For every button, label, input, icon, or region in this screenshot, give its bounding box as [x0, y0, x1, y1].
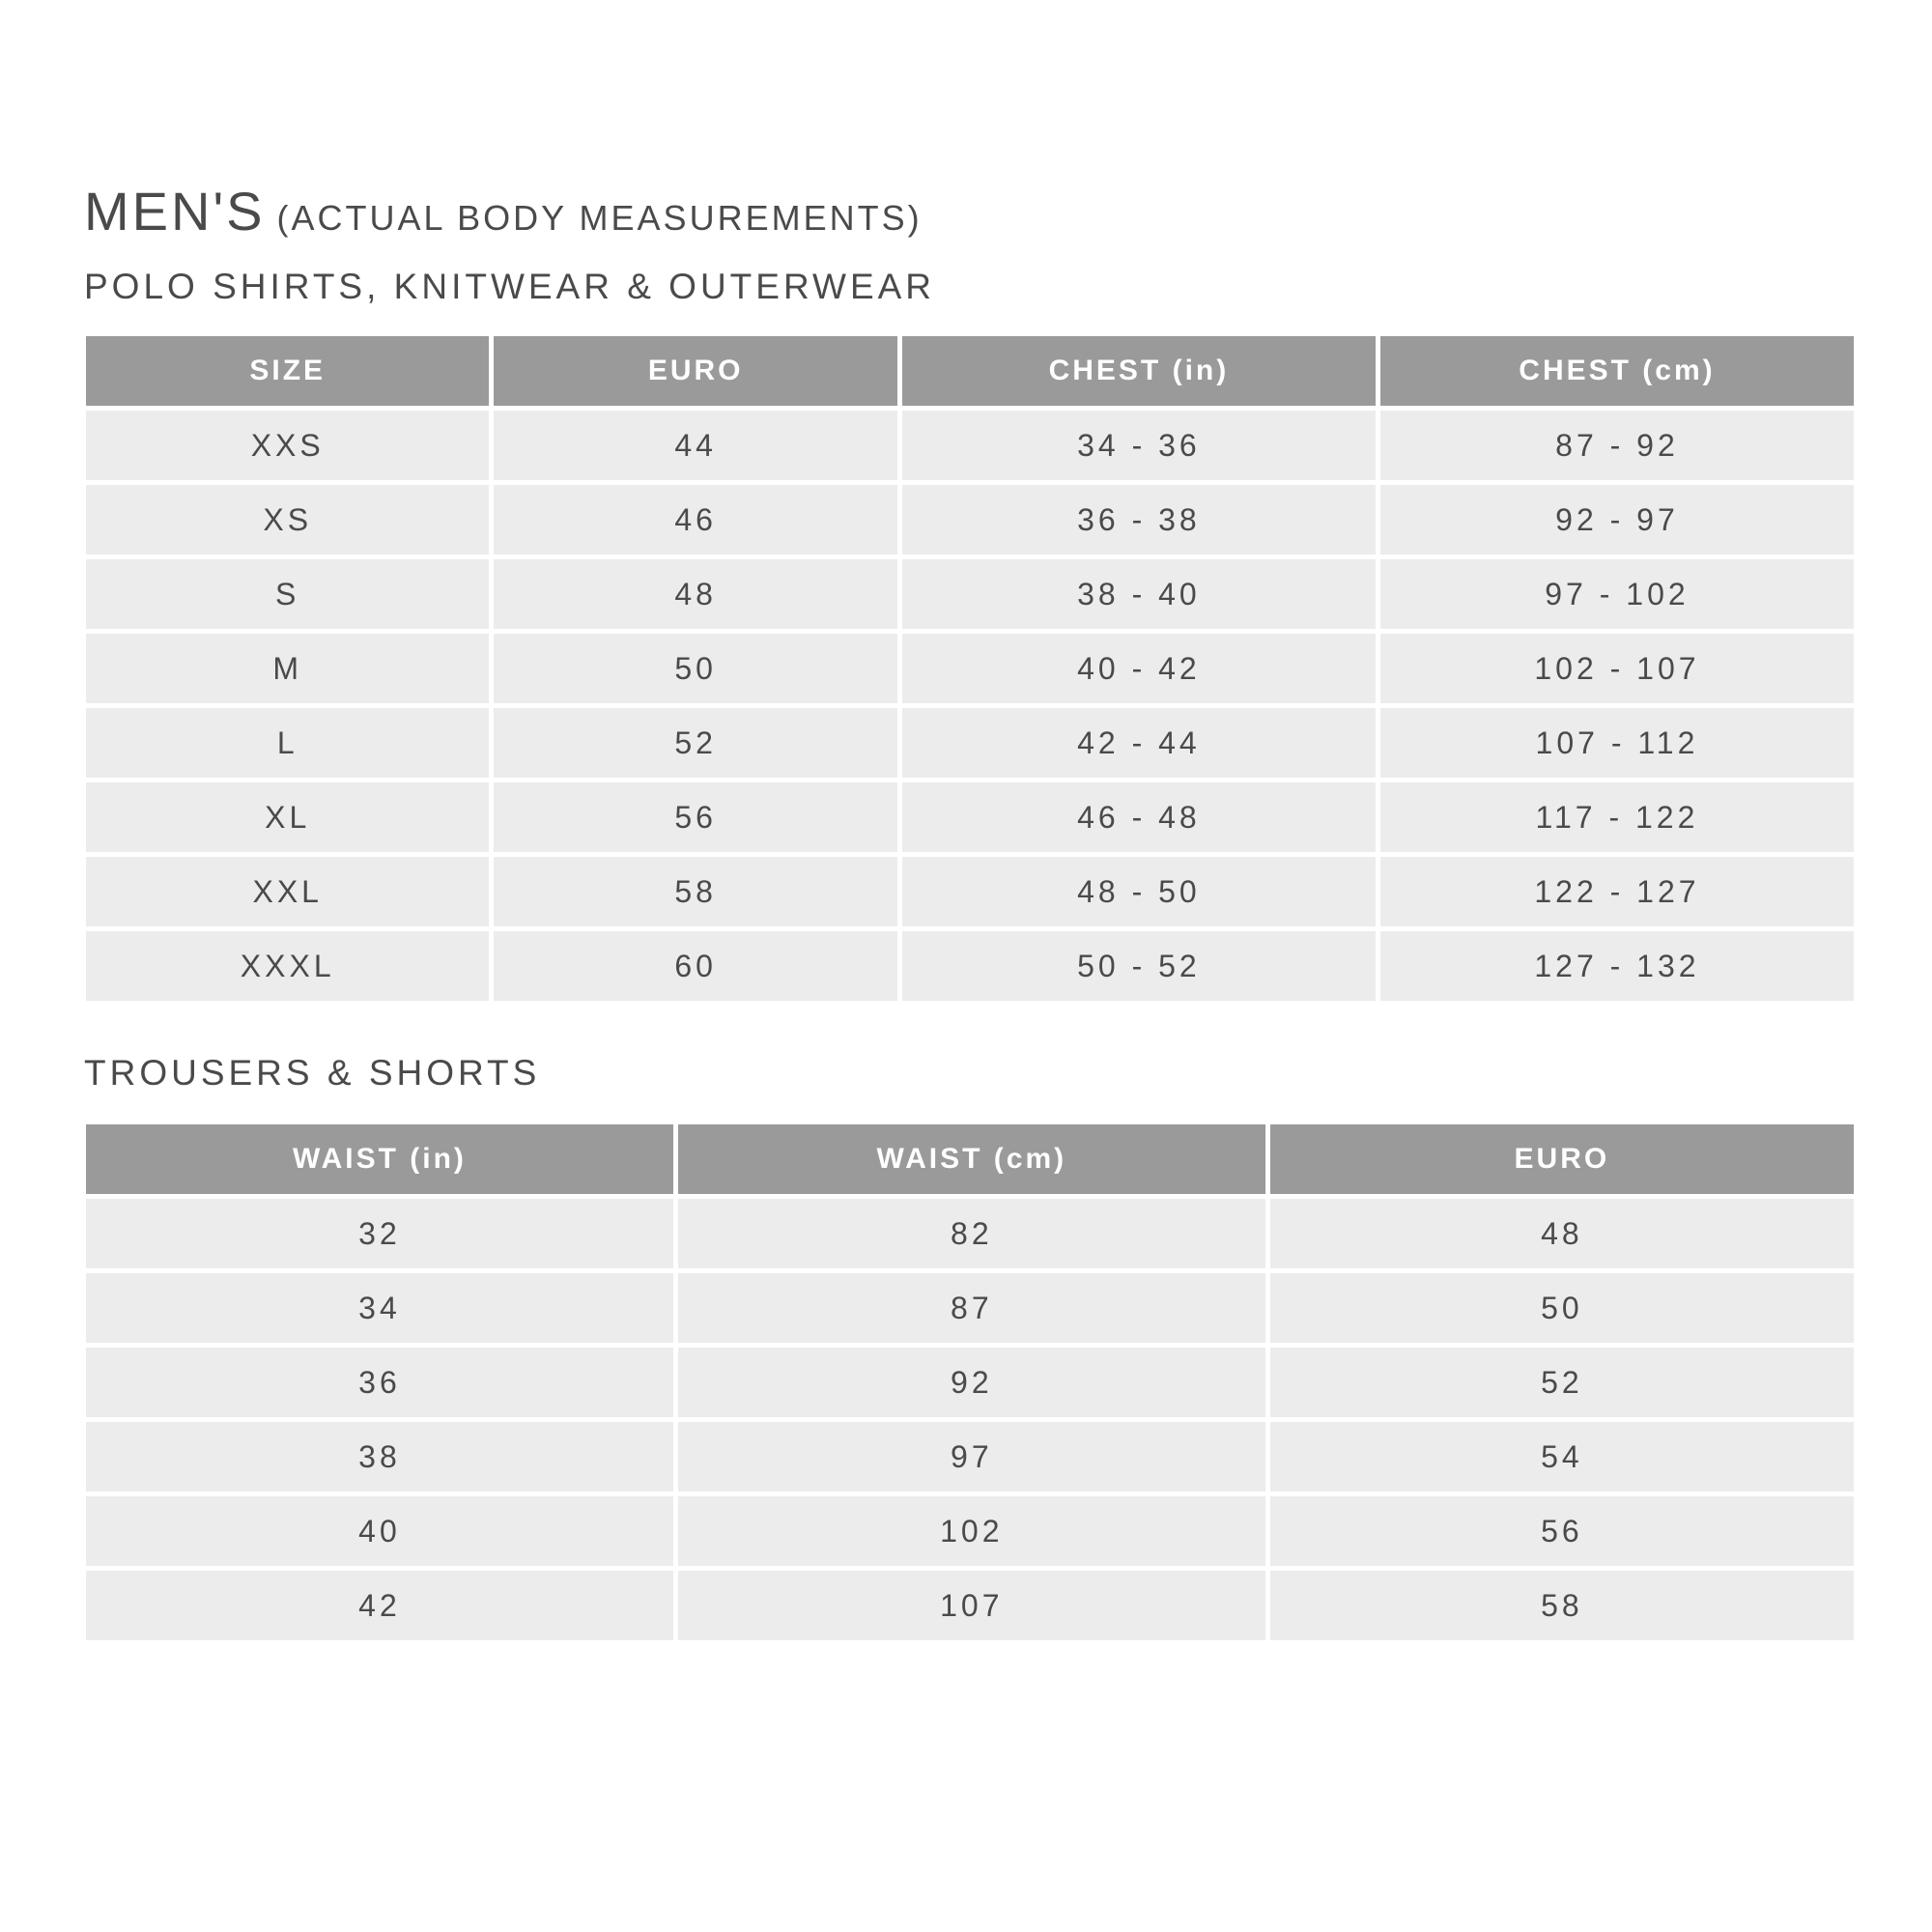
table-cell: 46 - 48 — [902, 782, 1376, 852]
table-cell: 42 - 44 — [902, 708, 1376, 778]
table-row — [86, 634, 1854, 703]
column-header: WAIST (in) — [86, 1124, 673, 1194]
column-header: SIZE — [86, 336, 489, 406]
table-cell: XL — [86, 782, 489, 852]
table-cell: M — [86, 634, 489, 703]
table-cell: 40 — [86, 1496, 673, 1566]
table-cell: XXS — [86, 411, 489, 480]
polo-size-table — [81, 331, 1859, 1006]
table-cell: 36 - 38 — [902, 485, 1376, 554]
table-row — [86, 857, 1854, 926]
page-title — [84, 180, 923, 242]
table-cell: 44 — [494, 411, 896, 480]
table-cell: 60 — [494, 931, 896, 1001]
table-row — [86, 931, 1854, 1001]
table-cell: 92 - 97 — [1380, 485, 1854, 554]
column-header: EURO — [494, 336, 896, 406]
column-header: WAIST (cm) — [678, 1124, 1265, 1194]
table-cell: 87 - 92 — [1380, 411, 1854, 480]
table-cell: 127 - 132 — [1380, 931, 1854, 1001]
table-header-row — [86, 1124, 1854, 1194]
table-cell: 56 — [494, 782, 896, 852]
table-row — [86, 1496, 1854, 1566]
table-cell: 56 — [1270, 1496, 1854, 1566]
table-cell: 107 — [678, 1571, 1265, 1640]
column-header: EURO — [1270, 1124, 1854, 1194]
section-title-polo: POLO SHIRTS, KNITWEAR & OUTERWEAR — [84, 267, 936, 306]
page-title-subtitle: (ACTUAL BODY MEASUREMENTS) — [276, 198, 923, 238]
table-cell: 34 — [86, 1273, 673, 1343]
table-cell: 38 — [86, 1422, 673, 1492]
table-row — [86, 559, 1854, 629]
table-row — [86, 782, 1854, 852]
table-cell: 46 — [494, 485, 896, 554]
table-cell: XXXL — [86, 931, 489, 1001]
table-cell: 97 — [678, 1422, 1265, 1492]
column-header: CHEST (cm) — [1380, 336, 1854, 406]
table-cell: 97 - 102 — [1380, 559, 1854, 629]
table-cell: L — [86, 708, 489, 778]
table-cell: 52 — [1270, 1348, 1854, 1417]
table-header-row — [86, 336, 1854, 406]
table-row — [86, 1348, 1854, 1417]
trousers-size-table — [81, 1120, 1859, 1645]
table-cell: 87 — [678, 1273, 1265, 1343]
table-cell: 32 — [86, 1199, 673, 1268]
table-cell: 48 — [494, 559, 896, 629]
table-cell: 52 — [494, 708, 896, 778]
table-cell: 122 - 127 — [1380, 857, 1854, 926]
page-title-main: MEN'S — [84, 181, 266, 242]
table-cell: XXL — [86, 857, 489, 926]
table-cell: 40 - 42 — [902, 634, 1376, 703]
table-row — [86, 1199, 1854, 1268]
table-cell: S — [86, 559, 489, 629]
table-cell: 58 — [494, 857, 896, 926]
table-cell: 58 — [1270, 1571, 1854, 1640]
table-cell: XS — [86, 485, 489, 554]
table-row — [86, 485, 1854, 554]
table-cell: 92 — [678, 1348, 1265, 1417]
table-cell: 34 - 36 — [902, 411, 1376, 480]
table-row — [86, 708, 1854, 778]
table-cell: 42 — [86, 1571, 673, 1640]
table-row — [86, 1273, 1854, 1343]
section-title-trousers: TROUSERS & SHORTS — [84, 1053, 541, 1093]
table-cell: 102 — [678, 1496, 1265, 1566]
table-cell: 48 - 50 — [902, 857, 1376, 926]
table-cell: 54 — [1270, 1422, 1854, 1492]
table-cell: 50 — [1270, 1273, 1854, 1343]
table-row — [86, 1422, 1854, 1492]
table-cell: 50 - 52 — [902, 931, 1376, 1001]
table-cell: 117 - 122 — [1380, 782, 1854, 852]
table-cell: 48 — [1270, 1199, 1854, 1268]
table-cell: 107 - 112 — [1380, 708, 1854, 778]
table-cell: 82 — [678, 1199, 1265, 1268]
table-cell: 50 — [494, 634, 896, 703]
column-header: CHEST (in) — [902, 336, 1376, 406]
table-cell: 102 - 107 — [1380, 634, 1854, 703]
table-cell: 36 — [86, 1348, 673, 1417]
table-cell: 38 - 40 — [902, 559, 1376, 629]
table-row — [86, 1571, 1854, 1640]
table-row — [86, 411, 1854, 480]
